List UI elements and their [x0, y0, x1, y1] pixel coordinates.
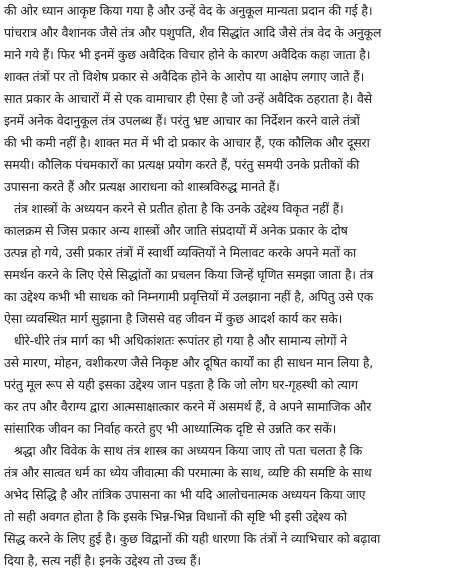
text-line: ऐसा व्यवस्थित मार्ग सुझाना है जिससे वह जीवन में कुछ आदर्श कार्य कर सके।	[4, 311, 343, 326]
text-line: दिया है, सत्य नहीं है। इनके उद्देश्य तो उच्च हैं।	[4, 553, 201, 568]
text-line: उत्पन्न हो गये, उसी प्रकार तंत्रों में स्वार्थी व्यक्तियों ने मिलावट करके अपने मतों का	[4, 245, 357, 260]
paragraph-first-line: तंत्र शास्त्रों के अध्ययन करने से प्रतीत होता है कि उनके उद्देश्य विकृत नहीं हैं।	[14, 201, 344, 216]
text-line: समयी। कौलिक पंचमकारों का प्रत्यक्ष प्रयोग करते हैं, परंतु समयी उनके प्रतीकों की	[4, 157, 360, 172]
text-line: इनमें अनेक वेदानुकूल तंत्र उपलब्ध हैं। परंतु भ्रष्ट आचार का निर्देशन करने वाले तंत्रों	[4, 113, 360, 128]
paragraph-first-line: श्रद्धा और विवेक के साथ तंत्र शास्त्र का अध्ययन किया जाए तो पता चलता है कि	[14, 443, 363, 458]
text-line: तो सही अवगत होता है कि इसके भिन्न-भिन्न विधानों की सृष्टि भी इसी उद्देश्य को	[4, 509, 347, 524]
text-line: तंत्र और सात्वत धर्म का ध्येय जीवात्मा की परमात्मा के साथ, व्यष्टि की समष्टि के साथ	[4, 465, 372, 480]
text-line: उपासना करते हैं और प्रत्यक्ष आराधना को शास्त्रविरुद्ध मानते हैं।	[4, 179, 280, 194]
text-line: की ओर ध्यान आकृष्ट किया गया है और उन्हें वेद के अनुकूल मान्यता प्रदान की गई है।	[4, 3, 373, 18]
text-line: कर तप और वैराग्य द्वारा आत्मसाक्षात्कार करने में असमर्थ हैं, वे अपने सामाजिक और	[4, 399, 372, 414]
text-line: पांचरात्र और वैशानक जैसे तंत्र और पशुपति, शैव सिद्धांत आदि जैसे तंत्र वेद के अनुकूल	[4, 25, 382, 40]
text-line: सांसारिक जीवन का निर्वाह करते हुए भी आध्यात्मिक दृष्टि से उन्नति कर सकें।	[4, 421, 337, 436]
text-line: शाक्त तंत्रों पर तो विशेष प्रकार से अवैदिक होने के आरोप या आक्षेप लगाए जाते हैं।	[4, 69, 365, 84]
text-line: कालक्रम से जिस प्रकार अन्य शास्त्रों और जाति संप्रदायों में अनेक प्रकार के दोष	[4, 223, 348, 238]
text-line: सात प्रकार के आचारों में से एक वामाचार ही ऐसा है जो उन्हें अवैदिक ठहराता है। वैसे	[4, 91, 372, 106]
text-line: माने गये हैं। फिर भी इनमें कुछ अवैदिक विचार होने के कारण अवैदिक कहा जाता है।	[4, 47, 371, 62]
paragraph-first-line: धीरे-धीरे तंत्र मार्ग का भी अधिकांशतः रूपांतर हो गया है और सामान्य लोगों ने	[14, 333, 347, 348]
text-line: अभेद सिद्धि है और तांत्रिक उपासना का भी यदि आलोचनात्मक अध्ययन किया जाए	[4, 487, 366, 502]
text-line: सिद्ध करने के लिए हुई है। कुछ विद्वानों की यही धारणा कि तंत्रों ने व्याभिचार को बढ़ावा	[4, 531, 381, 546]
text-line: की भी कमी नहीं है। शाक्त मत में भी दो प्रकार के आचार हैं, एक कौलिक और दूसरा	[4, 135, 370, 150]
text-line: का उद्देश्य कभी भी साधक को निम्नगामी प्रवृत्तियों में उलझाना नहीं है, अपितु उसे एक	[4, 289, 374, 304]
text-line: उसे मारण, मोहन, वशीकरण जैसे निकृष्ट और दूषित कार्यों का ही साधन मान लिया है,	[4, 355, 374, 370]
text-line: समर्थन करने के लिए ऐसे सिद्धांतों का प्रचलन किया जिन्हें घृणित समझा जाता है। तंत्र	[4, 267, 374, 282]
text-line: परंतु मूल रूप से यही इसका उद्देश्य जान पड़ता है कि जो लोग घर-गृहस्थी को त्याग	[4, 377, 358, 392]
